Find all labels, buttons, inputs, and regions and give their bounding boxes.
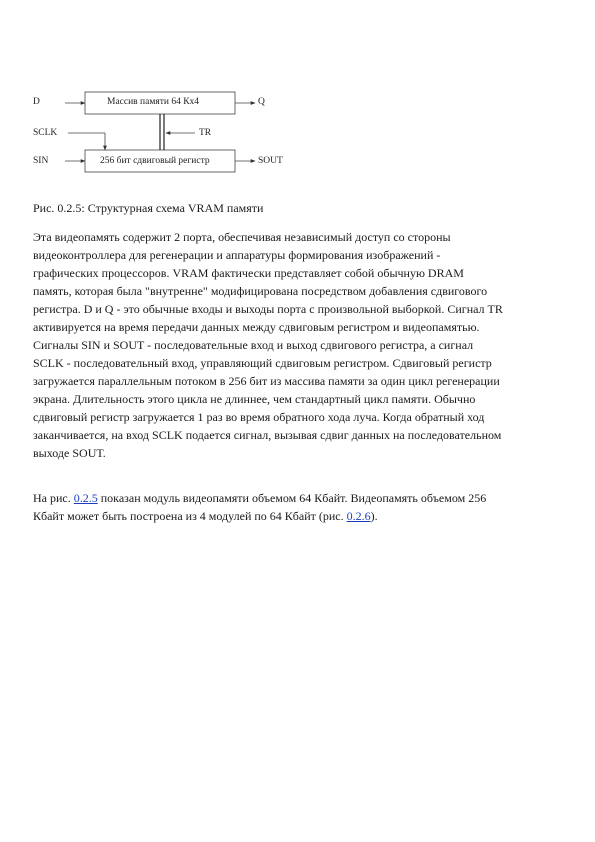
text-line: память, которая была "внутренне" модифицирована посредством добавления сдвигового bbox=[33, 284, 488, 298]
text-segment: ). bbox=[370, 509, 378, 523]
figure-link-0-2-6[interactable]: 0.2.6 bbox=[346, 509, 371, 523]
paragraph-vram-description bbox=[33, 228, 578, 462]
text-line bbox=[33, 507, 578, 525]
text-line: выходе SOUT. bbox=[33, 446, 106, 460]
text-line: видеоконтроллера для регенерации и аппаратуры формирования изображений - bbox=[33, 248, 441, 262]
figure-link-0-2-5[interactable]: 0.2.5 bbox=[73, 491, 98, 505]
label-q: Q bbox=[258, 97, 265, 107]
text-line: Сигналы SIN и SOUT - последовательные вход и выход сдвигового регистра, а сигнал bbox=[33, 338, 474, 352]
text-line: экрана. Длительность этого цикла не длиннее, чем стандартный цикл памяти. Обычно bbox=[33, 392, 476, 406]
label-sclk: SCLK bbox=[33, 128, 58, 138]
figure-caption: Рис. 0.2.5: Структурная схема VRAM памяти bbox=[33, 201, 264, 215]
text-segment: показан модуль видеопамяти объемом 64 Кбайт. Видеопамять объемом 256 bbox=[97, 491, 487, 505]
text-line: регистра. D и Q - это обычные входы и выходы порта с произвольной выборкой. Сигнал TR bbox=[33, 302, 503, 316]
text-line bbox=[33, 489, 578, 507]
text-line: активируется на время передачи данных между сдвиговым регистром и видеопамятью. bbox=[33, 320, 480, 334]
text-line: SCLK - последовательный вход, управляющий сдвиговым регистром. Сдвиговый регистр bbox=[33, 356, 492, 370]
label-tr: TR bbox=[199, 128, 212, 138]
text-line: загружается параллельным потоком в 256 бит из массива памяти за один цикл регенерации bbox=[33, 374, 500, 388]
diagram-lines bbox=[0, 0, 595, 180]
label-shift-register: 256 бит сдвиговый регистр bbox=[100, 156, 210, 166]
vram-block-diagram bbox=[0, 0, 595, 180]
paragraph-module-reference bbox=[33, 489, 578, 525]
label-sin: SIN bbox=[33, 156, 49, 166]
label-d: D bbox=[33, 97, 40, 107]
text-segment: Кбайт может быть построена из 4 модулей по 64 Кбайт (рис. bbox=[33, 509, 347, 523]
text-segment: На рис. bbox=[33, 491, 74, 505]
label-memory-array: Массив памяти 64 Кx4 bbox=[107, 97, 200, 107]
text-line: заканчивается, на вход SCLK подается сигнал, вызывая сдвиг данных на последовательном bbox=[33, 428, 502, 442]
text-line: графических процессоров. VRAM фактически представляет собой обычную DRAM bbox=[33, 266, 464, 280]
label-sout: SOUT bbox=[258, 156, 283, 166]
text-line: Эта видеопамять содержит 2 порта, обеспечивая независимый доступ со стороны bbox=[33, 230, 451, 244]
text-line: сдвиговый регистр загружается 1 раз во время обратного хода луча. Когда обратный ход bbox=[33, 410, 485, 424]
